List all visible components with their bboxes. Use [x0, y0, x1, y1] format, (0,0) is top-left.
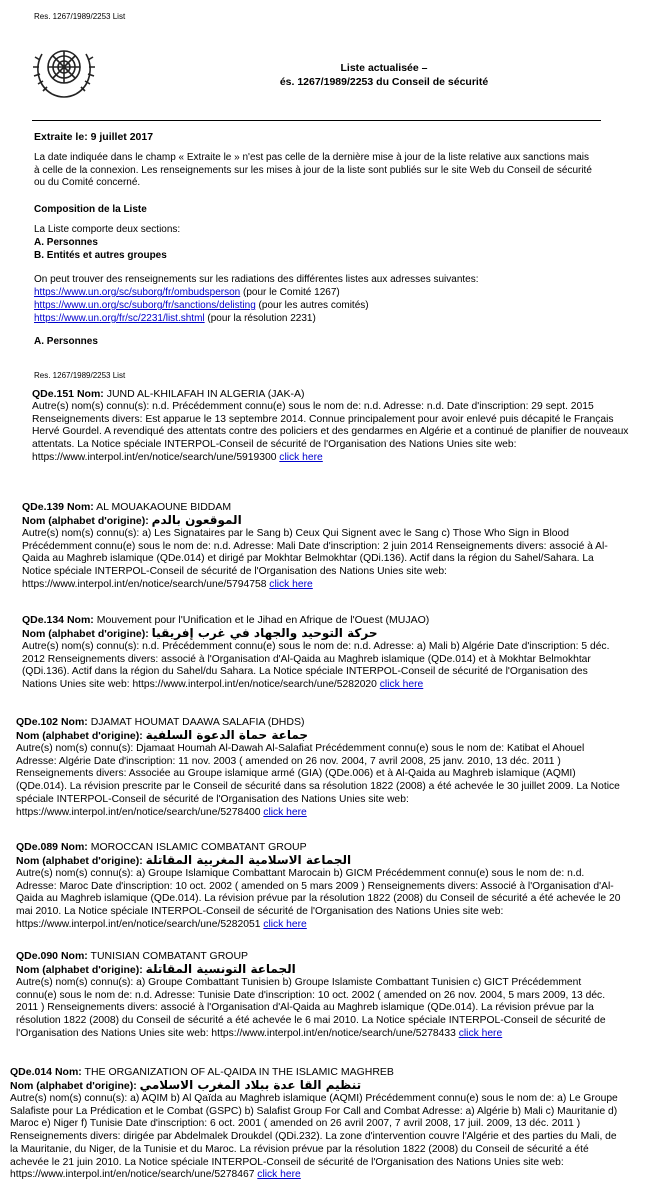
- arabic-name: الجماعة الاسلامية المغربية المقاتلة: [145, 853, 352, 867]
- name-label: Nom:: [66, 614, 94, 626]
- entry-body: Autre(s) nom(s) connu(s): a) Les Signataires par le Sang b) Ceux Qui Signent avec le Sang c) Those Who Sign in Blood Précédemment connu(e) sous le nom de: n.d. Adresse: Mali Date d'inscription: 2 juin 2014 Renseignements divers: associé à Al-Qaida au Maghreb islamique (QDe.014) et dirigé par Mokhtar Belmokhtar (QDi.136). Actif dans la région du Sahel/Sahara. La Notice spéciale INTERPOL-Conseil de sécurité de l'Organisation des Nations Unies site web: https://www.interpol.int/en/notice/search/une/5794758: [22, 528, 608, 590]
- list-entry: [10, 1066, 624, 1182]
- entry-body: Autre(s) nom(s) connu(s): a) Groupe Islamique Combattant Marocain b) GICM Précédemment connu(e) sous le nom de: n.d. Adresse: Maroc Date d'inscription: 10 oct. 2002 ( amended on 5 mars 2009 ) Renseignements divers: Associé à l'Organisation d'Al-Qaida au Maghreb islamique (QDe.014). La révision prévue par la résolution 1822 (2008) du Conseil de sécurité a été achevée le 20 mai 2010. La Notice spéciale INTERPOL-Conseil de sécurité de l'Organisation des Nations Unies site web: https://www.interpol.int/en/notice/search/une/5282051: [16, 868, 621, 930]
- name-label: Nom:: [60, 841, 88, 853]
- title-line-1: Liste actualisée –: [340, 62, 428, 74]
- section-a-label: A. Personnes: [34, 237, 98, 248]
- click-here-link[interactable]: click here: [257, 1169, 301, 1181]
- entry-name: AL MOUAKAOUNE BIDDAM: [96, 501, 232, 513]
- section-b-label: B. Entités et autres groupes: [34, 250, 167, 261]
- list-entry: [32, 388, 632, 465]
- name-label: Nom:: [54, 1066, 82, 1078]
- reference-small: Res. 1267/1989/2253 List: [34, 371, 126, 380]
- entry-id: QDe.139: [22, 501, 65, 513]
- arabic-name: الموقعون بالدم: [151, 513, 242, 527]
- link-note: (pour la résolution 2231): [204, 313, 316, 324]
- title-line-2: és. 1267/1989/2253 du Conseil de sécurité: [279, 76, 489, 88]
- name-label: Nom:: [60, 950, 88, 962]
- delisting-link-row-1: [34, 287, 340, 300]
- ombudsperson-link[interactable]: https://www.un.org/sc/suborg/fr/ombudsperson: [34, 287, 241, 298]
- radiations-text: On peut trouver des renseignements sur les radiations des différentes listes aux adresses suivantes:: [34, 274, 479, 285]
- entry-body: Autre(s) nom(s) connu(s): Djamaat Houmah Al-Dawah Al-Salafiat Précédemment connu(e) sous le nom de: Katibat el Ahouel Adresse: Algérie Date d'inscription: 11 nov. 2003 ( amended on 26 nov. 2004, 7 avril 2008, 25 janv. 2010, 13 déc. 2011 ) Renseignements divers: Associée au Groupe islamique armé (GIA) (QDe.006) et à Al-Qaida au Maghreb islamique (AQMI) (QDe.014). La révision prescrite par le Conseil de sécurité dans sa résolution 1822 (2008) a été achevée le 30 juillet 2009. La Notice spéciale INTERPOL-Conseil de sécurité de l'Organisation des Nations Unies site web: https://www.interpol.int/en/notice/search/une/5278400: [16, 743, 620, 818]
- entry-id: QDe.089: [16, 841, 59, 853]
- composition-text: La Liste comporte deux sections:: [34, 224, 181, 235]
- arabic-name: الجماعة التونسية المقاتلة: [145, 962, 296, 976]
- entry-body: Autre(s) nom(s) connu(s): a) AQIM b) Al Qaïda au Maghreb islamique (AQMI) Précédemment connu(e) sous le nom de: a) Le Groupe Salafiste pour La Prédication et le Combat (GSPC) b) Salafist Group For Call and Combat Adresse: a) Algérie b) Mali c) Mauritanie d) Maroc e) Niger f) Tunisie Date d'inscription: 6 oct. 2001 ( amended on 26 avril 2007, 7 avril 2008, 17 juil. 2009, 13 déc. 2011 ) Renseignements divers: dirigée par Abdelmalek Droukdel (QDi.232). La zone d'intervention couvre l'Algérie et des parties du Mali, de la Mauritanie, du Niger, de la Tunisie et du Maroc. La révision prévue par la résolution 1822 (2008) du Conseil de sécurité a été achevée le 21 juin 2010. La Notice spéciale INTERPOL-Conseil de sécurité de l'Organisation des Nations Unies site web: https://www.interpol.int/en/notice/search/une/5278467: [10, 1093, 618, 1181]
- click-here-link[interactable]: click here: [379, 679, 424, 691]
- extract-date: Extraite le: 9 juillet 2017: [34, 131, 154, 143]
- click-here-link[interactable]: click here: [269, 578, 313, 590]
- list-entry: [16, 841, 624, 932]
- resolution-2231-link[interactable]: https://www.un.org/fr/sc/2231/list.shtml: [34, 313, 205, 324]
- entry-id: QDe.102: [16, 716, 59, 728]
- arabic-name-label: Nom (alphabet d'origine):: [10, 1080, 137, 1092]
- name-label: Nom:: [76, 388, 104, 400]
- arabic-name-label: Nom (alphabet d'origine):: [16, 964, 143, 976]
- section-a-heading: A. Personnes: [34, 336, 98, 347]
- arabic-name-label: Nom (alphabet d'origine):: [22, 515, 149, 527]
- entry-body: Autre(s) nom(s) connu(s): n.d. Précédemment connu(e) sous le nom de: n.d. Adresse: n.d. Date d'inscription: 29 sept. 2015 Renseignements divers: Est apparue le 13 septembre 2014. Connue principalement pour avoir enlevé puis décapité le Français Hervé Gourdel. A revendiqué des attentats contre des policiers et des gendarmes en Algérie et a continué de planifier de nouveaux attentats. La Notice spéciale INTERPOL-Conseil de sécurité de l'Organisation des Nations Unies site web: https://www.interpol.int/en/notice/search/une/5919300: [32, 401, 629, 463]
- arabic-name: جماعة حماة الدعوة السلفية: [145, 728, 309, 742]
- list-entry: [22, 501, 622, 592]
- entry-id: QDe.151: [32, 388, 75, 400]
- entry-body: Autre(s) nom(s) connu(s): n.d. Précédemment connu(e) sous le nom de: n.d. Adresse: a) Mali b) Algérie Date d'inscription: 5 déc. 2012 Renseignements divers: associé à l'Organisation d'Al-Qaida au Maghreb islamique (QDe.014) et à Mokhtar Belmokhtar (QDi.136). Actif dans la région du Sahel/du Sahara. La Notice spéciale INTERPOL-Conseil de sécurité de l'Organisation des Nations Unies site web: https://www.interpol.int/en/notice/search/une/5282020: [22, 641, 610, 691]
- list-entry: [16, 716, 624, 819]
- arabic-name: حركة التوحيد والجهاد في غرب إفريقيا: [151, 626, 378, 640]
- delisting-link[interactable]: https://www.un.org/sc/suborg/fr/sanctions/delisting: [34, 300, 256, 311]
- link-note: (pour les autres comités): [255, 300, 369, 311]
- entry-name: TUNISIAN COMBATANT GROUP: [90, 950, 249, 962]
- entry-body: Autre(s) nom(s) connu(s): a) Groupe Combattant Tunisien b) Groupe Islamiste Combattant Tunisien c) GICT Précédemment connu(e) sous le nom de: n.d. Adresse: Tunisie Date d'inscription: 10 oct. 2002 ( amended on 26 nov. 2004, 5 mars 2009, 13 déc. 2011 ) Renseignements divers: associé à l'Organisation d'Al-Qaida au Maghreb islamique (QDe.014). La révision prévue par la résolution 1822 (2008) du Conseil de sécurité a été achevée le 6 mai 2010. La Notice spéciale INTERPOL-Conseil de sécurité de l'Organisation des Nations Unies site web: https://www.interpol.int/en/notice/search/une/5278433: [16, 977, 606, 1039]
- entry-name: MOROCCAN ISLAMIC COMBATANT GROUP: [90, 841, 307, 853]
- intro-paragraph: La date indiquée dans le champ « Extraite le » n'est pas celle de la dernière mise à jour de la liste relative aux sanctions mais à celle de la connexion. Les renseignements sur les mises à jour de la liste sont publiés sur le site Web du Conseil de sécurité ou du Comité concerné.: [34, 152, 592, 189]
- name-label: Nom:: [60, 716, 88, 728]
- list-entry: [16, 950, 624, 1041]
- arabic-name-label: Nom (alphabet d'origine):: [22, 628, 149, 640]
- entry-name: JUND AL-KHILAFAH IN ALGERIA (JAK-A): [106, 388, 305, 400]
- entry-id: QDe.090: [16, 950, 59, 962]
- un-emblem-icon: [28, 34, 100, 106]
- entry-name: Mouvement pour l'Unification et le Jihad en Afrique de l'Ouest (MUJAO): [96, 614, 430, 626]
- arabic-name-label: Nom (alphabet d'origine):: [16, 855, 143, 867]
- entry-name: THE ORGANIZATION OF AL-QAIDA IN THE ISLAMIC MAGHREB: [84, 1066, 394, 1078]
- click-here-link[interactable]: click here: [458, 1027, 503, 1039]
- click-here-link[interactable]: click here: [279, 451, 323, 463]
- composition-title: Composition de la Liste: [34, 204, 147, 215]
- delisting-link-row-3: [34, 313, 316, 326]
- header-divider: [32, 120, 601, 121]
- link-note: (pour le Comité 1267): [240, 287, 340, 298]
- arabic-name: تنظيم القا عدة ببلاد المغرب الاسلامي: [139, 1078, 362, 1092]
- click-here-link[interactable]: click here: [263, 806, 307, 818]
- entry-id: QDe.134: [22, 614, 65, 626]
- click-here-link[interactable]: click here: [263, 918, 307, 930]
- reference-top: Res. 1267/1989/2253 List: [34, 12, 126, 21]
- entry-name: DJAMAT HOUMAT DAAWA SALAFIA (DHDS): [90, 716, 305, 728]
- arabic-name-label: Nom (alphabet d'origine):: [16, 730, 143, 742]
- entry-id: QDe.014: [10, 1066, 53, 1078]
- list-entry: [22, 614, 622, 692]
- name-label: Nom:: [66, 501, 94, 513]
- delisting-link-row-2: [34, 300, 369, 313]
